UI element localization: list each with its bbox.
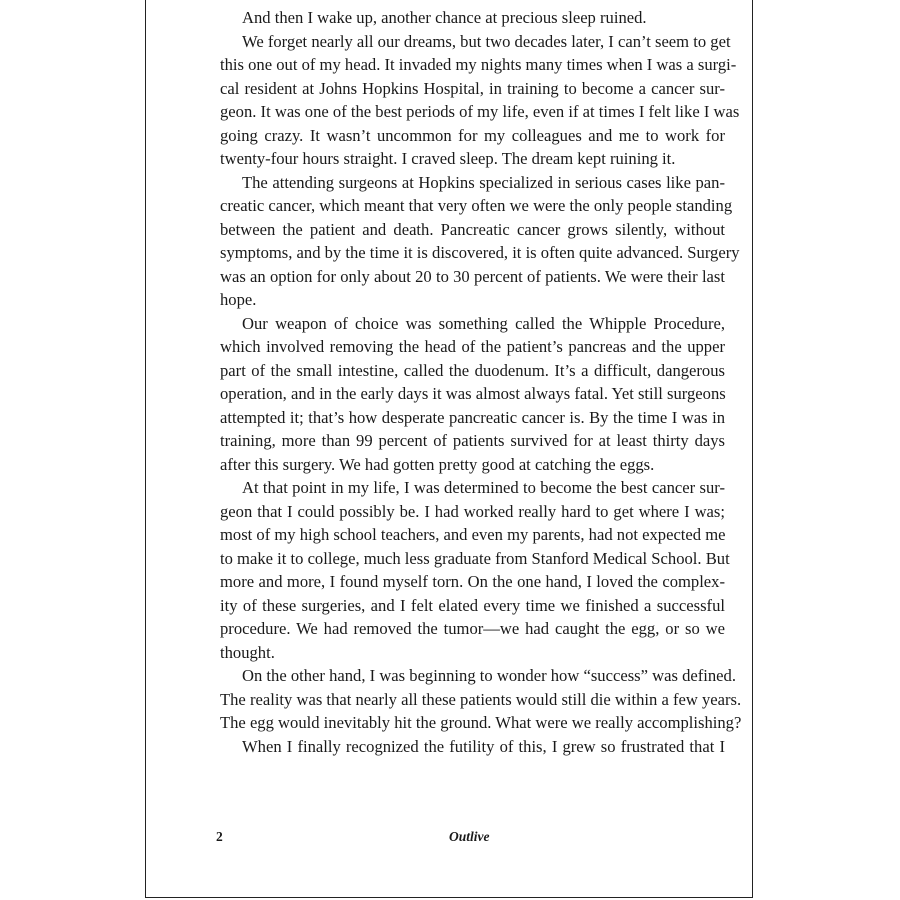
paragraph-5 [220, 476, 730, 664]
text-line: hope. [220, 290, 257, 309]
text-line: more and more, I found myself torn. On the one hand, I loved the complex- [220, 572, 725, 591]
text-line: most of my high school teachers, and even my parents, had not expected me [220, 525, 726, 544]
text-line: geon. It was one of the best periods of my life, even if at times I felt like I was [220, 102, 740, 121]
text-line: We forget nearly all our dreams, but two decades later, I can’t seem to get [242, 31, 731, 51]
text-line: part of the small intestine, called the duodenum. It’s a difficult, dangerous [220, 360, 725, 380]
text-line: creatic cancer, which meant that very often we were the only people standing [220, 196, 733, 215]
paragraph-2 [220, 30, 740, 171]
page-number: 2 [216, 829, 223, 844]
text-line: thought. [220, 642, 275, 662]
book-page [145, 0, 753, 898]
text-line: going crazy. It wasn’t uncommon for my colleagues and me to work for [220, 125, 725, 145]
text-line: twenty-four hours straight. I craved sleep. The dream kept ruining it. [220, 149, 676, 168]
text-line: to make it to college, much less graduate from Stanford Medical School. But [220, 548, 730, 568]
text-line: attempted it; that’s how desperate pancreatic cancer is. By the time I was in [220, 407, 725, 427]
text-line: after this surgery. We had gotten pretty good at catching the eggs. [220, 454, 655, 474]
text-line: symptoms, and by the time it is discovered, it is often quite advanced. Surgery [220, 243, 740, 262]
text-line: On the other hand, I was beginning to wonder how “success” was defined. [242, 666, 736, 685]
text-line: which involved removing the head of the patient’s pancreas and the upper [220, 337, 725, 356]
text-line: operation, and in the early days it was almost always fatal. Yet still surgeons [220, 384, 726, 403]
text-line: The attending surgeons at Hopkins specialized in serious cases like pan- [242, 172, 725, 192]
text-line: was an option for only about 20 to 30 percent of patients. We were their last [220, 266, 725, 286]
text-line: Our weapon of choice was something called the Whipple Procedure, [242, 313, 725, 333]
paragraph-3 [220, 171, 740, 312]
text-line: training, more than 99 percent of patients survived for at least thirty days [220, 431, 725, 450]
text-line: procedure. We had removed the tumor—we had caught the egg, or so we [220, 619, 725, 638]
paragraph-7 [220, 735, 725, 759]
text-line: When I finally recognized the futility of this, I grew so frustrated that I [242, 736, 725, 756]
text-line: cal resident at Johns Hopkins Hospital, in training to become a cancer sur- [220, 78, 725, 98]
text-line: between the patient and death. Pancreatic cancer grows silently, without [220, 219, 725, 239]
paragraph-1 [220, 6, 725, 30]
text-line: The egg would inevitably hit the ground. What were we really accomplishing? [220, 713, 742, 732]
text-line: At that point in my life, I was determined to become the best cancer sur- [242, 478, 725, 497]
paragraph-4 [220, 312, 725, 477]
text-line: ity of these surgeries, and I felt elated every time we finished a successful [220, 595, 725, 615]
text-line: And then I wake up, another chance at precious sleep ruined. [242, 8, 647, 27]
running-title: Outlive [449, 829, 490, 844]
body-text [220, 6, 742, 758]
text-line: this one out of my head. It invaded my nights many times when I was a surgi- [220, 55, 737, 74]
paragraph-6 [220, 664, 742, 735]
text-line: The reality was that nearly all these patients would still die within a few years. [220, 689, 742, 709]
text-line: geon that I could possibly be. I had worked really hard to get where I was; [220, 501, 725, 521]
